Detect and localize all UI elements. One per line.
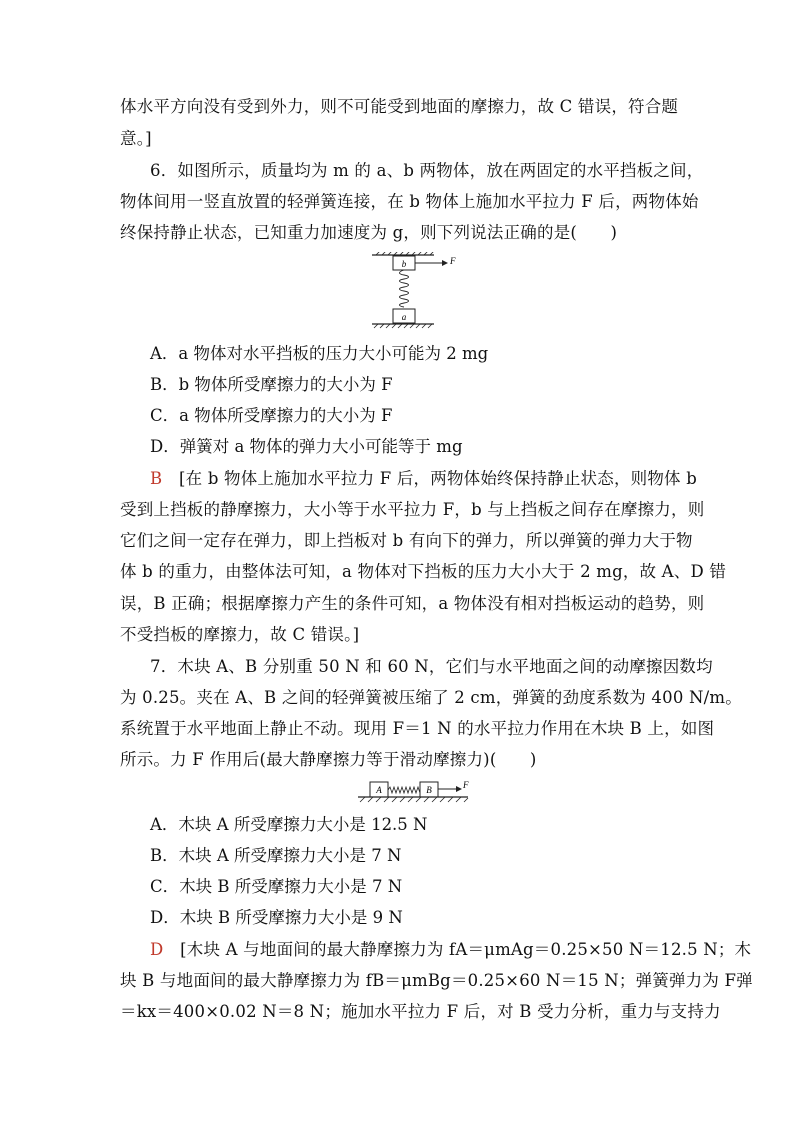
text-line: 体水平方向没有受到外力，则不可能受到地面的摩擦力，故 C 错误，符合题 <box>120 97 679 116</box>
question-7-explanation: ＝kx＝400×0.02 N＝8 N；施加水平拉力 F 后，对 B 受力分析，重力与支持力 <box>120 1002 721 1021</box>
question-6-explanation: 不受挡板的摩擦力，故 C 错误。] <box>120 625 360 644</box>
question-7-explanation <box>150 939 752 961</box>
question-7-text: 所示。力 F 作用后(最大静摩擦力等于滑动摩擦力)( ) <box>120 750 537 769</box>
question-7-text: 系统置于水平地面上静止不动。现用 F＝1 N 的水平拉力作用在木块 B 上，如图 <box>120 719 715 738</box>
force-label: F <box>463 780 469 790</box>
question-6-option-b: B．b 物体所受摩擦力的大小为 F <box>150 375 393 394</box>
question-6-explanation <box>150 468 710 490</box>
block-a-label: A <box>376 785 382 795</box>
question-7-explanation: 块 B 与地面间的最大静摩擦力为 fB＝μmBg＝0.25×60 N＝15 N；弹簧弹力为 F弹 <box>120 971 753 990</box>
question-7-option-a: A．木块 A 所受摩擦力大小是 12.5 N <box>150 815 428 834</box>
question-6-option-c: C．a 物体所受摩擦力的大小为 F <box>150 406 393 425</box>
question-6-explanation: 误，B 正确；根据摩擦力产生的条件可知，a 物体没有相对挡板运动的趋势，则 <box>120 594 705 613</box>
block-b-label: B <box>426 785 432 795</box>
question-6-answer: B <box>150 469 163 488</box>
question-7-option-d: D．木块 B 所受摩擦力大小是 9 N <box>150 908 403 927</box>
blocks-spring-figure <box>356 778 476 804</box>
question-6-text: 物体间用一竖直放置的轻弹簧连接，在 b 物体上施加水平拉力 F 后，两物体始 <box>120 192 699 211</box>
question-6-option-d: D．弹簧对 a 物体的弹力大小可能等于 mg <box>150 437 463 456</box>
question-6-explanation: 它们之间一定存在弹力，即上挡板对 b 有向下的弹力，所以弹簧的弹力大于物 <box>120 531 693 550</box>
question-6-explanation: 体 b 的重力，由整体法可知，a 物体对下挡板的压力大小大于 2 mg，故 A、D 错 <box>120 562 727 581</box>
question-6-explanation: 受到上挡板的静摩擦力，大小等于水平拉力 F，b 与上挡板之间存在摩擦力，则 <box>120 500 705 519</box>
text-line: 意。] <box>120 129 152 148</box>
question-6-option-a: A．a 物体对水平挡板的压力大小可能为 2 mg <box>150 344 489 363</box>
force-label: F <box>450 256 456 266</box>
question-7-text: 为 0.25。夹在 A、B 之间的轻弹簧被压缩了 2 cm，弹簧的劲度系数为 400 N/m。 <box>120 688 742 707</box>
question-6-text: 6．如图所示，质量均为 m 的 a、b 两物体，放在两固定的水平挡板之间， <box>150 161 704 180</box>
question-7-option-c: C．木块 B 所受摩擦力大小是 7 N <box>150 877 403 896</box>
question-6-text: 终保持静止状态，已知重力加速度为 g，则下列说法正确的是( ) <box>120 223 618 242</box>
explanation-text: [在 b 物体上施加水平拉力 F 后，两物体始终保持静止状态，则物体 b <box>179 469 697 488</box>
explanation-text: [木块 A 与地面间的最大静摩擦力为 fA＝μmAg＝0.25×50 N＝12.5 N；木 <box>180 940 752 959</box>
block-b-label: b <box>401 259 407 269</box>
question-7-text: 7．木块 A、B 分别重 50 N 和 60 N，它们与水平地面之间的动摩擦因数均 <box>150 657 713 676</box>
spring-icon <box>400 270 409 307</box>
block-a-label: a <box>401 312 407 322</box>
question-7-option-b: B．木块 A 所受摩擦力大小是 7 N <box>150 846 402 865</box>
spring-plates-figure <box>368 252 458 332</box>
spring-icon <box>388 787 422 793</box>
question-7-answer: D <box>150 940 164 959</box>
